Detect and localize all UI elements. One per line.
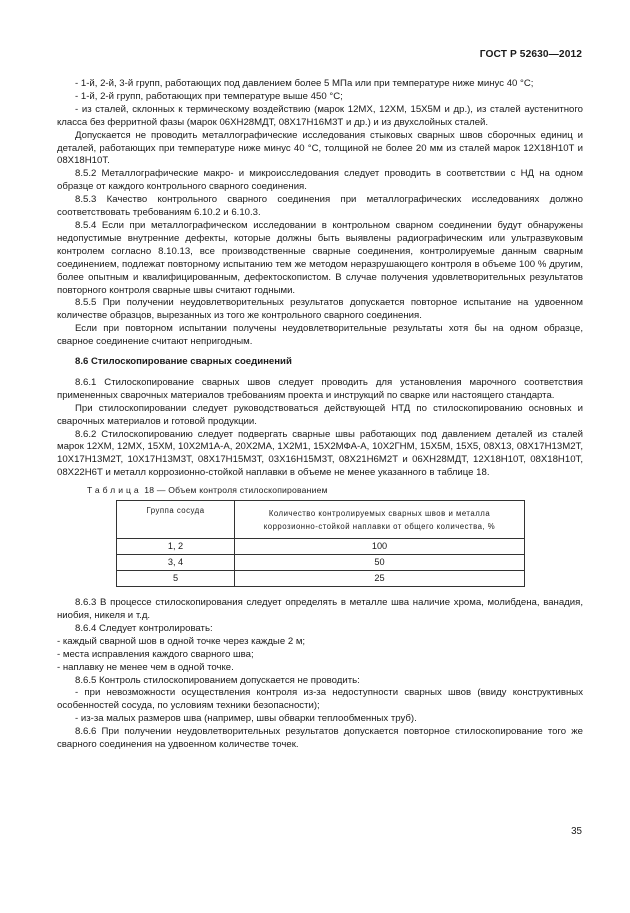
table-cell-group: 5 — [117, 571, 235, 587]
paragraph: Если при повторном испытании получены неудовлетворительные результаты хотя бы на одном образце, сварное соединение считают непригодным. — [57, 323, 583, 348]
table-cell-group: 1, 2 — [117, 539, 235, 555]
table-header-quantity-line2: коррозионно-стойкой наплавки от общего количества, % — [263, 521, 496, 531]
section-title: 8.6 Стилоскопирование сварных соединений — [75, 356, 292, 368]
paragraph: 8.5.5 При получении неудовлетворительных результатов допускается повторное испытание на удвоенном количестве образцов, вырезанных из того же контрольного сварного соединения. — [57, 297, 583, 322]
table-row — [117, 555, 525, 571]
list-item: - места исправления каждого сварного шва; — [57, 648, 254, 660]
paragraph: 8.6.6 При получении неудовлетворительных результатов допускается повторное стилоскопирование того же сварного соединения на удвоенном количестве точек. — [57, 726, 583, 751]
paragraph: 8.5.4 Если при металлографическом исследовании в контрольном сварном соединении будут обнаружены недопустимые внутренние дефекты, которые должны быть выявлены радиографическим или ультразвуковым контролем согласно 8.10.13, все производственные сварные соединения, контролируемые данным сварным соединением, подлежат повторному испытанию тем же методом неразрушающего контроля в объеме 100 % другим, более опытным и квалифицированным, дефектоскопистом. В случае получения удовлетворительных результатов повторного контроля сварные швы считают годными. — [57, 219, 583, 296]
list-item: - наплавку не менее чем в одной точке. — [57, 661, 234, 673]
table-header-quantity-line1: Количество контролируемых сварных швов и металла — [268, 508, 491, 518]
paragraph: 8.5.3 Качество контрольного сварного соединения при металлографических исследованиях должно соответствовать требованиям 6.10.2 и 6.10.3. — [57, 194, 583, 219]
list-item: - при невозможности осуществления контроля из-за недоступности сварных швов (ввиду конструктивных особенностей сосуда, по условиям техники безопасности); — [57, 687, 583, 712]
paragraph: 8.6.4 Следует контролировать: — [75, 622, 213, 634]
paragraph: Допускается не проводить металлографические исследования стыковых сварных швов сборочных единиц и деталей, работающих при температуре ниже минус 40 °С, толщиной не более 20 мм из сталей марок 12Х18Н10Т и 08Х18Н10Т. — [57, 129, 583, 167]
table-row — [117, 571, 525, 587]
paragraph: При стилоскопировании следует руководствоваться действующей НТД по стилоскопированию основных и сварочных материалов и готовой продукции. — [57, 402, 583, 427]
paragraph: 8.6.2 Стилоскопированию следует подвергать сварные швы работающих под давлением деталей из сталей марок 12ХМ, 12МХ, 15ХМ, 10Х2М1А-А, 20Х2МА, 1Х2М1, 15Х2МФА-А, 10Х2ГНМ, 15Х5М, 15Х5, 08Х13, 08Х17Н13М2Т, 10Х17Н13М2Т, 10Х17Н13М3Т, 08Х17Н15М3Т, 03Х16Н15М3Т, 08Х21Н6М2Т и 06ХН28МДТ, 12Х18Н10Т, 08Х18Н10Т, 08Х22Н6Т и металл коррозионно-стойкой наплавки в объеме не менее указанного в таблице 18. — [57, 428, 583, 479]
control-volume-table — [116, 500, 525, 587]
table-header-row — [117, 501, 525, 539]
table-header-group: Группа сосуда — [117, 501, 235, 539]
list-item: - каждый сварной шов в одной точке через каждые 2 м; — [57, 635, 306, 647]
standard-header: ГОСТ Р 52630—2012 — [479, 49, 582, 60]
table-caption — [87, 484, 583, 497]
paragraph: 8.6.1 Стилоскопирование сварных швов следует проводить для установления марочного соответствия примененных сварочных материалов требованиям проекта и инструкций по сварке или настоящего стандарта. — [57, 376, 583, 401]
paragraph: 8.6.5 Контроль стилоскопированием допускается не проводить: — [75, 674, 360, 686]
page-number: 35 — [571, 826, 582, 837]
table-caption-text: 18 — Объем контроля стилоскопированием — [144, 485, 328, 496]
table-cell-value: 50 — [235, 555, 525, 571]
paragraph: 8.6.3 В процессе стилоскопирования следует определять в металле шва наличие хрома, молибдена, ванадия, ниобия, никеля и т.д. — [57, 597, 583, 621]
paragraph: - 1-й, 2-й, 3-й групп, работающих под давлением более 5 МПа или при температуре ниже минус 40 °С; — [75, 78, 534, 89]
table-row — [117, 539, 525, 555]
body-text — [57, 78, 583, 752]
paragraph: - из сталей, склонных к термическому воздействию (марок 12МХ, 12ХМ, 15Х5М и др.), из сталей аустенитного класса без ферритной фазы (марок 06ХН28МДТ, 08Х17Н16М3Т и др.) и из двухслойных сталей. — [57, 103, 583, 128]
table-cell-value: 25 — [235, 571, 525, 587]
table-cell-group: 3, 4 — [117, 555, 235, 571]
table-caption-word: Таблица — [87, 485, 142, 496]
paragraph: 8.5.2 Металлографические макро- и микроисследования следует проводить в соответствии с НД на одном образце от каждого контрольного сварного соединения. — [57, 168, 583, 193]
table-cell-value: 100 — [235, 539, 525, 555]
paragraph: - 1-й, 2-й групп, работающих при температуре выше 450 °С; — [75, 90, 343, 102]
list-item: - из-за малых размеров шва (например, швы обварки теплообменных труб). — [75, 713, 417, 725]
table-header-quantity — [235, 501, 525, 539]
